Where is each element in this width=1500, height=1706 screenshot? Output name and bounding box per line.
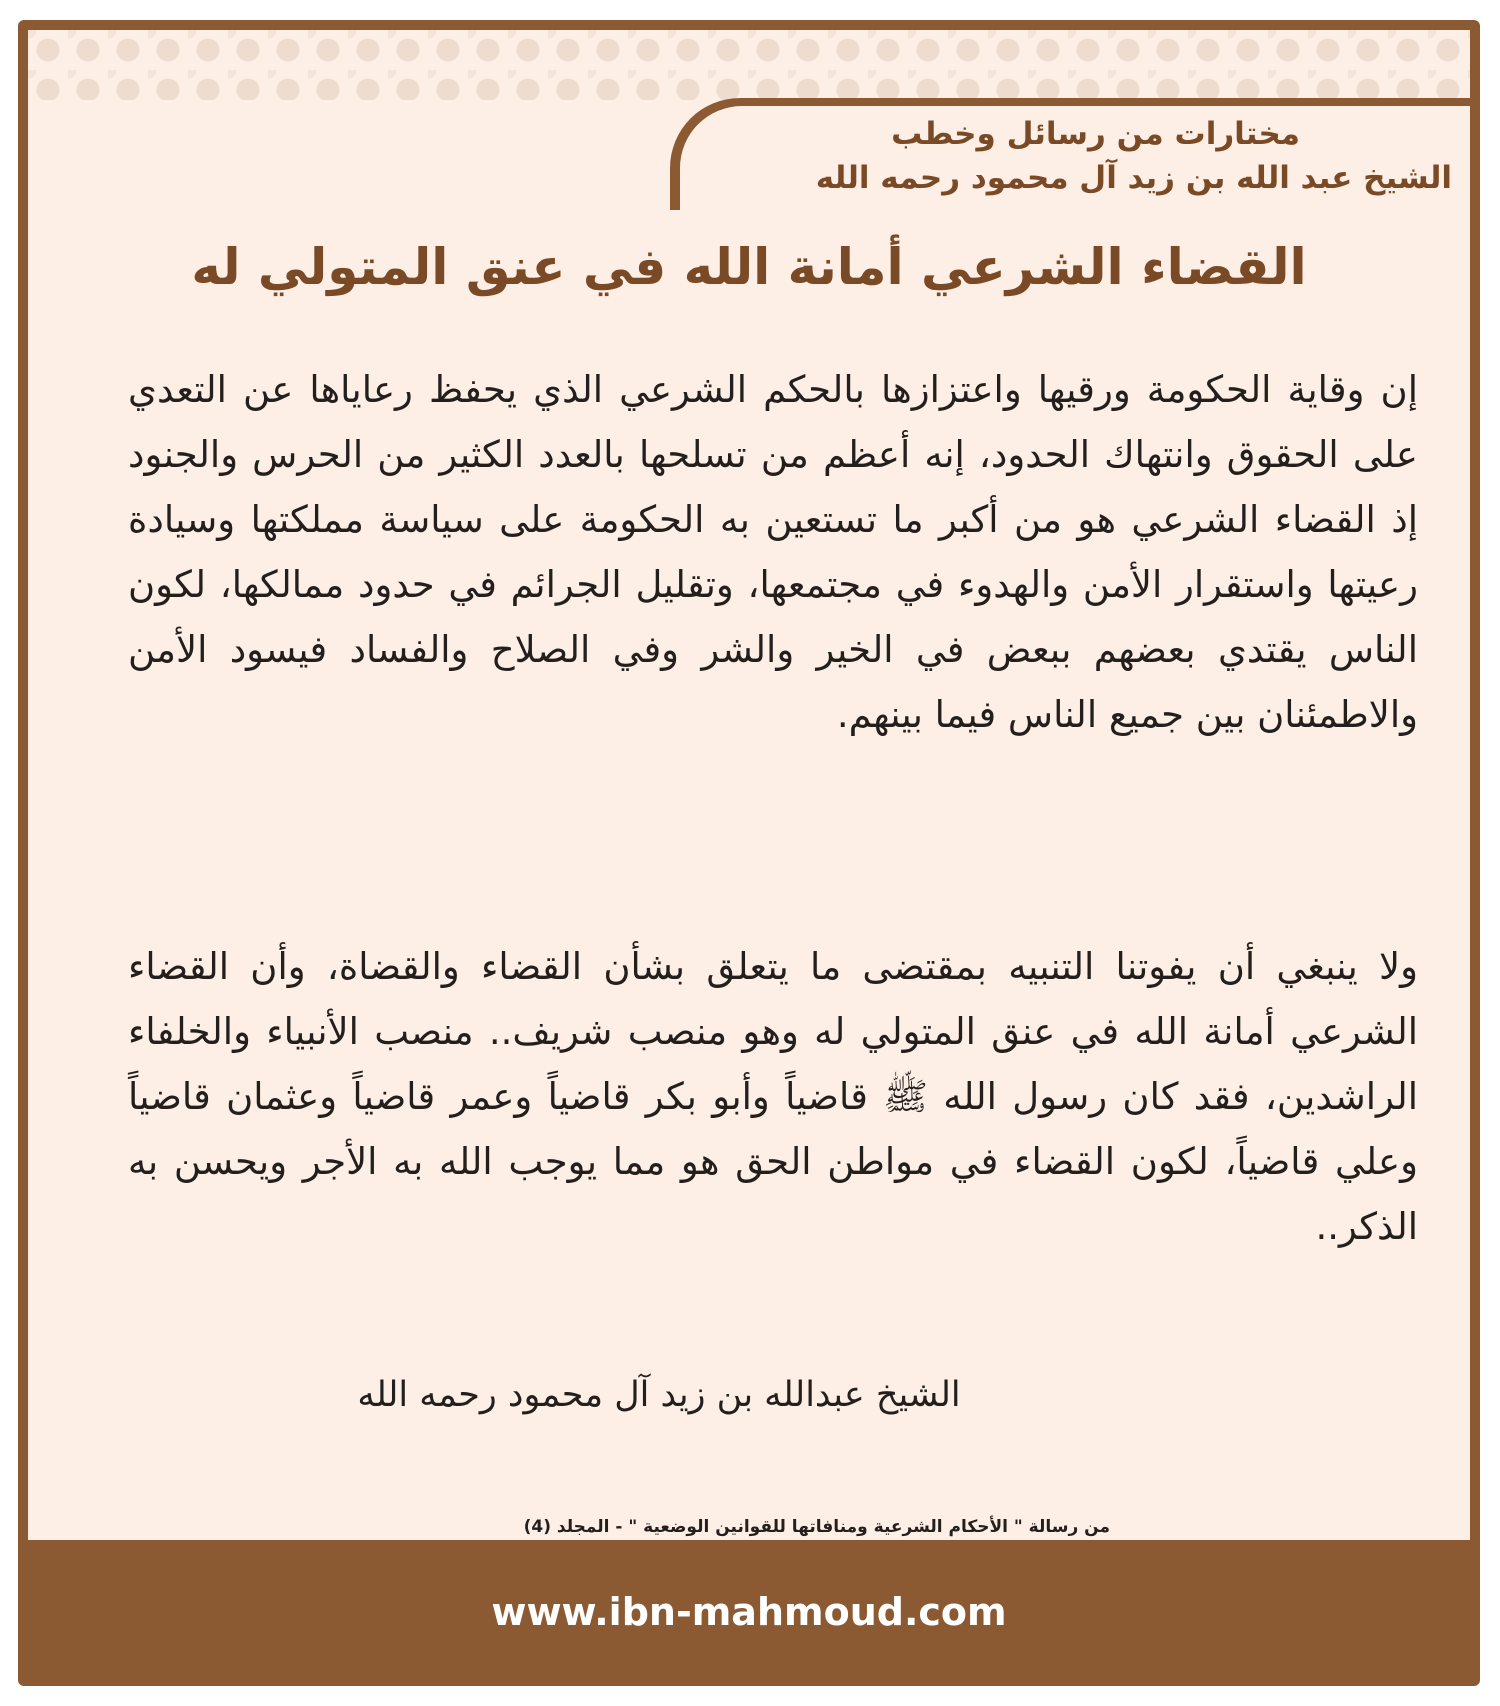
decorative-pattern [28, 30, 1470, 100]
article-title: القضاء الشرعي أمانة الله في عنق المتولي له [191, 238, 1307, 296]
signature: الشيخ عبدالله بن زيد آل محمود رحمه الله [357, 1375, 961, 1415]
website-url[interactable]: www.ibn-mahmoud.com [491, 1590, 1007, 1634]
paragraph-1: إن وقاية الحكومة ورقيها واعتزازها بالحكم الشرعي الذي يحفظ رعاياها عن التعدي على الحقوق وانتهاك الحدود، إنه أعظم من تسلحها بالعدد الكثير من الحرس والجنود إذ القضاء الشرعي هو من أكبر ما تستعين به الحكومة على سياسة مملكتها وسيادة رعيتها واستقرار الأمن والهدوء في مجتمعها، وتقليل الجرائم في حدود ممالكها، لكون الناس يقتدي بعضهم ببعض في الخير والشر وفي الصلاح والفساد فيسود الأمن والاطمئنان بين جميع الناس فيما بينهم. [128, 368, 1418, 736]
header-series-title: مختارات من رسائل وخطب [891, 116, 1300, 152]
header-author: الشيخ عبد الله بن زيد آل محمود رحمه الله [815, 160, 1452, 196]
paragraph-2: ولا ينبغي أن يفوتنا التنبيه بمقتضى ما يتعلق بشأن القضاء والقضاة، وأن القضاء الشرعي أمانة الله في عنق المتولي له وهو منصب شريف.. منصب الأنبياء والخلفاء الراشدين، فقد كان رسول الله ﷺ قاضياً وأبو بكر قاضياً وعمر قاضياً وعثمان قاضياً وعلي قاضياً، لكون القضاء في مواطن الحق هو مما يوجب الله به الأجر ويحسن به الذكر.. [128, 945, 1418, 1248]
card-frame [18, 20, 1480, 1686]
footer-band [28, 1540, 1470, 1676]
source-citation: من رسالة " الأحكام الشرعية ومنافاتها للقوانين الوضعية " - المجلد (4) [523, 1517, 1110, 1537]
